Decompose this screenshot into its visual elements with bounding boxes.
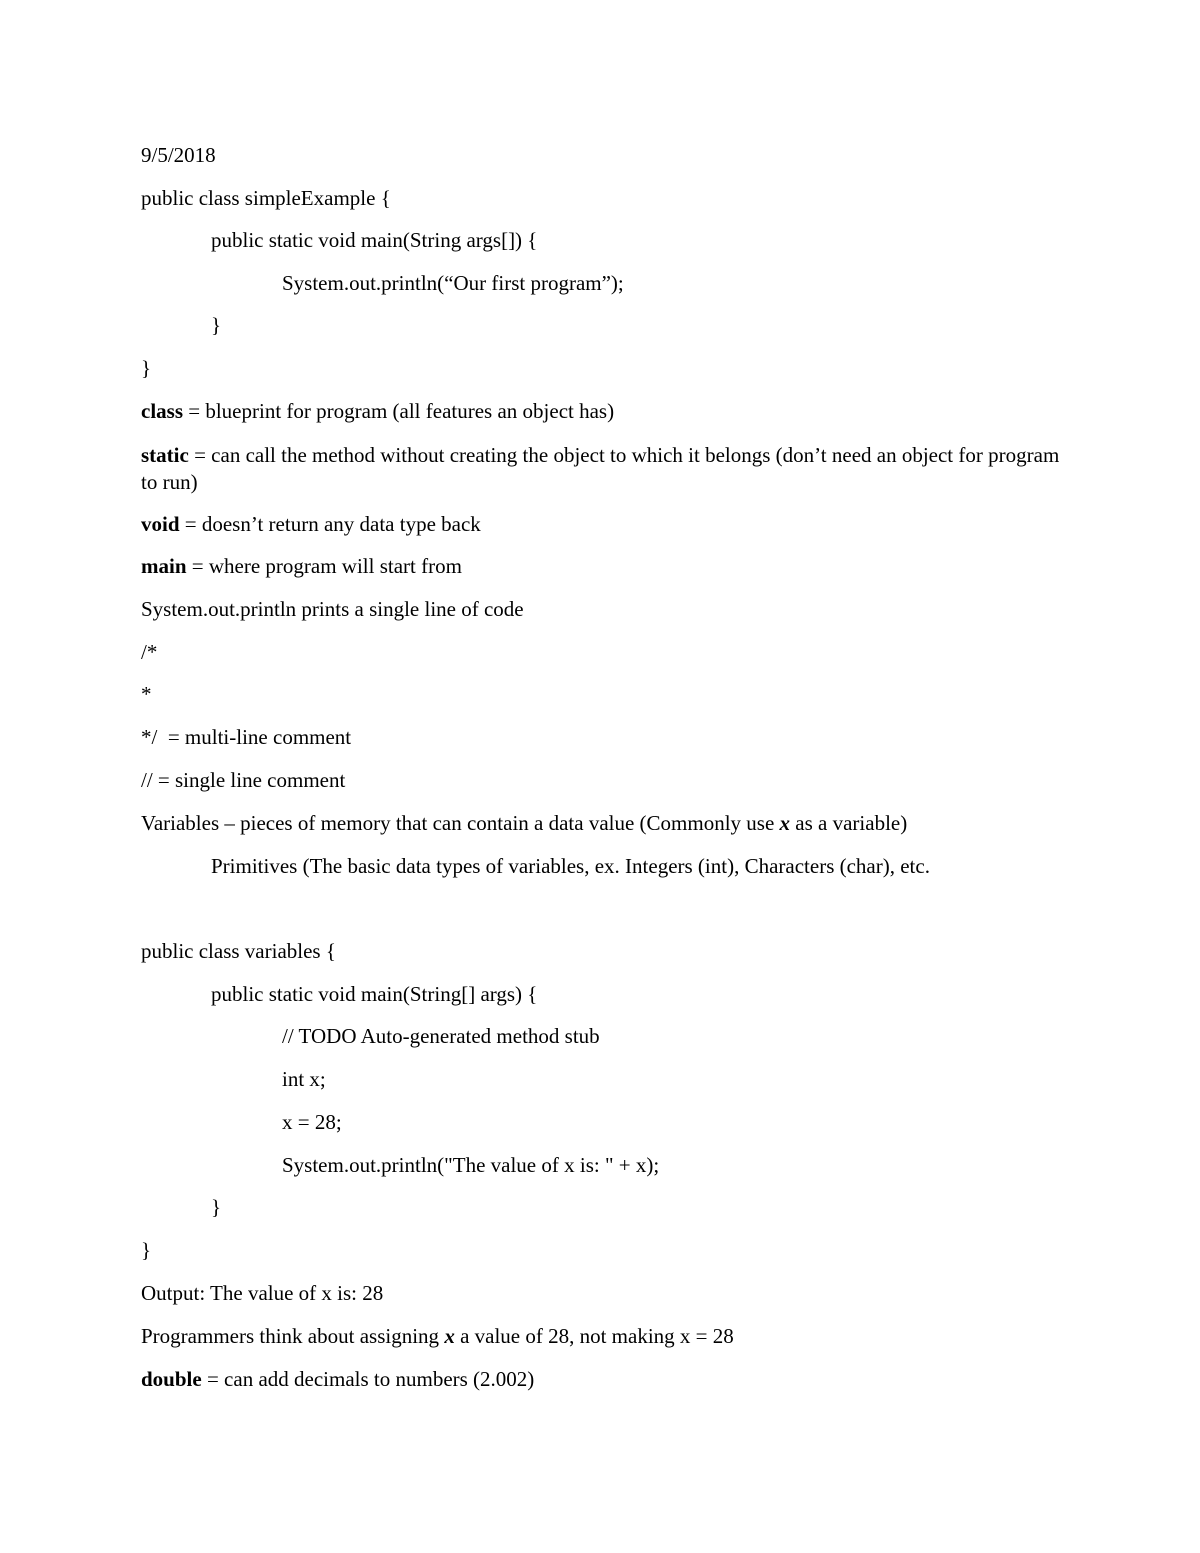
code-line: public class simpleExample {	[141, 186, 391, 210]
code-line: public class variables {	[141, 939, 336, 963]
definition-text: = blueprint for program (all features an object has)	[183, 399, 615, 423]
definition-text: = doesn’t return any data type back	[179, 512, 481, 536]
term: static	[141, 443, 189, 467]
definition-text: = can call the method without creating the object to which it belongs (don’t need an object for program to run)	[141, 443, 1060, 494]
text-segment: as a variable)	[790, 811, 908, 835]
code-line: public static void main(String[] args) {	[211, 982, 538, 1006]
variable-x: x	[779, 811, 791, 835]
output-line: Output: The value of x is: 28	[141, 1281, 384, 1305]
primitives-line: Primitives (The basic data types of variables, ex. Integers (int), Characters (char), etc.	[211, 854, 930, 878]
comment-line: */ = multi-line comment	[141, 725, 352, 749]
code-line: System.out.println("The value of x is: " + x);	[282, 1153, 660, 1177]
text-segment: Variables – pieces of memory that can contain a data value (Commonly use	[141, 811, 780, 835]
variables-line	[141, 810, 907, 837]
comment-line: // = single line comment	[141, 768, 346, 792]
comment-line: /*	[141, 640, 158, 664]
definition-main	[141, 553, 462, 580]
code-line: }	[141, 356, 152, 380]
code-line: }	[211, 313, 222, 337]
definition-class	[141, 398, 614, 425]
definition-void	[141, 511, 481, 538]
text-segment: a value of 28, not making x = 28	[454, 1324, 734, 1348]
date: 9/5/2018	[141, 143, 216, 167]
code-line: System.out.println(“Our first program”);	[282, 271, 624, 295]
term: main	[141, 554, 187, 578]
code-line: public static void main(String args[]) {	[211, 228, 538, 252]
programmers-line	[141, 1323, 734, 1350]
code-line: x = 28;	[282, 1110, 342, 1134]
code-line: }	[211, 1195, 222, 1219]
definition-double	[141, 1366, 534, 1393]
text-segment: Programmers think about assigning	[141, 1324, 445, 1348]
definition-text: = where program will start from	[186, 554, 462, 578]
println-note: System.out.println prints a single line of code	[141, 597, 524, 621]
code-line: }	[141, 1238, 152, 1262]
term: class	[141, 399, 183, 423]
code-line: int x;	[282, 1067, 326, 1091]
code-line: // TODO Auto-generated method stub	[282, 1024, 600, 1048]
variable-x: x	[444, 1324, 455, 1348]
term: void	[141, 512, 180, 536]
definition-static	[141, 442, 1071, 496]
comment-line: *	[141, 682, 152, 706]
term: double	[141, 1367, 202, 1391]
definition-text: = can add decimals to numbers (2.002)	[201, 1367, 535, 1391]
